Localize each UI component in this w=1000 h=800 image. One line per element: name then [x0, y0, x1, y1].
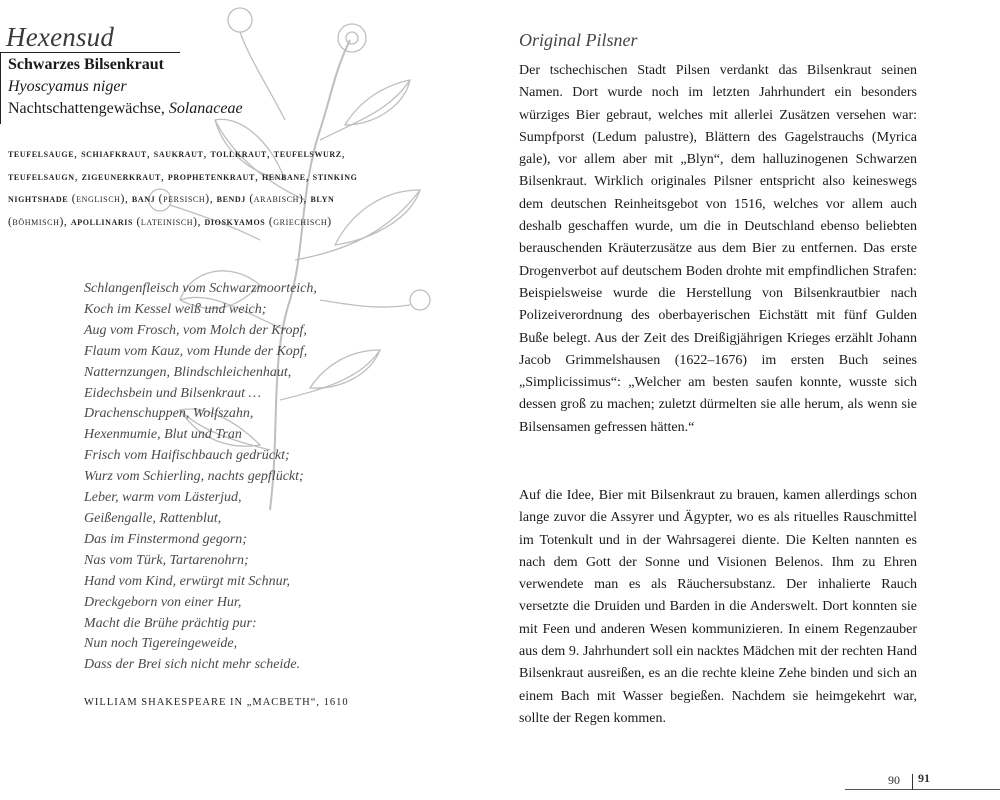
- folk-name: blyn: [310, 193, 335, 205]
- folk-name: saukraut: [153, 148, 204, 160]
- page-number-right: 91: [918, 771, 930, 785]
- poem-line: Eidechsbein und Bilsenkraut …: [84, 385, 261, 401]
- folio-rule: [845, 789, 1000, 790]
- poem-line: Dass der Brei sich nicht mehr scheide.: [84, 657, 301, 673]
- poem-line: Das im Finstermond gegorn;: [84, 531, 247, 547]
- poem-line: Wurz vom Schierling, nachts gepflückt;: [84, 469, 304, 485]
- plant-family-latin: Solanaceae: [168, 100, 243, 117]
- folk-name: henbane: [261, 170, 306, 183]
- poem-line: Nas vom Türk, Tartarenohrn;: [84, 552, 249, 568]
- plant-family: [8, 100, 243, 118]
- folk-name: banj: [131, 193, 156, 205]
- plant-common-name: Schwarzes Bilsenkraut: [8, 56, 164, 73]
- poem-line: Frisch vom Haifischbauch gedrückt;: [84, 448, 290, 464]
- chapter-title: Hexensud: [6, 22, 115, 52]
- folio-divider: [912, 774, 913, 790]
- poem-line: Natternzungen, Blindschleichenhaut,: [84, 364, 292, 380]
- poem-line: Macht die Brühe prächtig pur:: [84, 615, 257, 631]
- folk-names-list: teufelsauge, schiafkraut, saukraut, tollkraut, teufelswurz, teufelsaugn, zigeunerkraut, prophetenkraut, henbane, stinking nightshade (englisch), banj (persisch), bendj (arabisch), blyn (böhmisch), apollinaris (lateinisch), dioskyamos (griechisch): [8, 148, 358, 228]
- folk-name: dioskyamos: [204, 215, 266, 228]
- page-number-left: 90: [888, 773, 900, 787]
- plant-family-german: Nachtschattengewächse,: [8, 100, 169, 117]
- paragraph-1: Der tschechischen Stadt Pilsen verdankt das Bilsenkraut seinen Namen. Dort wurde noch im letzten Jahrhundert ein besonders würziges Bier gebraut, welches mit allerlei Zusätzen versehen war: Sumpfporst (Ledum palustre), Blättern des Gagelstrauchs (Myrica gale), vor allem aber mit „Blyn“, dem halluzinogenen Schwarzen Bilsenkraut. Wirklich originales Pilsner entspricht also keineswegs dem deutschen Reinheitsgebot von 1516, welches vor allem auch deshalb geschaffen wurde, um die in Deutschland ebenso beliebten berauschenden Kräuterzusätze aus dem Bier zu entfernen. Das erste Drogenverbot auf deutschem Boden drohte mit empfindlichen Strafen: Beispielsweise wurde die Herstellung von Bilsenkrautbier nach Polizeiverordnung des oberbayerischen Eichstätt mit fünf Gulden Buße belegt. Aus der Zeit des Dreißigjährigen Krieges erzählt Johann Jacob Grimmelshausen (1622–1676) im ersten Buch seines „Simplicissimus“: „Welcher am besten saufen konnte, wusste sich dessen groß zu machen; zuletzt dürmelten sie alle herum, als wenn sie Bilsensamen gefressen hätten.“: [519, 63, 917, 435]
- poem-line: Hand vom Kind, erwürgt mit Schnur,: [84, 573, 290, 589]
- header-vertical-rule: [0, 52, 1, 124]
- folk-name: schiafkraut: [81, 148, 147, 160]
- poem-line: Drachenschuppen, Wolfszahn,: [84, 406, 254, 422]
- poem-line: Flaum vom Kauz, vom Hunde der Kopf,: [84, 343, 308, 359]
- poem-line: Schlangenfleisch vom Schwarzmoorteich,: [84, 281, 317, 296]
- poem-line: Hexenmumie, Blut und Tran: [84, 427, 242, 443]
- folk-name-language: (persisch): [158, 193, 210, 205]
- folk-name: teufelsauge: [8, 148, 75, 160]
- poem-line: Nun noch Tigereingeweide,: [84, 636, 238, 652]
- folk-name-language: (böhmisch): [8, 215, 64, 228]
- folk-name: teufelsaugn: [8, 170, 75, 183]
- folk-name: teufelswurz: [273, 148, 342, 160]
- folk-name: prophetenkraut: [167, 170, 255, 183]
- folk-name-language: (lateinisch): [136, 215, 198, 228]
- plant-latin-name: Hyoscyamus niger: [8, 78, 127, 95]
- poem-line: Leber, warm vom Lästerjud,: [84, 490, 242, 506]
- folk-name: apollinaris: [70, 215, 134, 228]
- folk-name: tollkraut: [210, 148, 267, 160]
- folk-name-language: (griechisch): [268, 215, 332, 228]
- paragraph-2: Auf die Idee, Bier mit Bilsenkraut zu brauen, kamen allerdings schon lange zuvor die Assyrer und Ägypter, wo es als rituelles Rauschmittel im Totenkult und in der Wahrsagerei diente. Die Kelten nannten es nach dem Gott der Sonne und Visionen Belenos. Ihm zu Ehren verwendete man es als Räuchersubstanz. Der inhalierte Rauch versetzte die Druiden und Barden in die Anderswelt. Dort konnten sie mit Feen und anderen Wesen kommunizieren. In einem Regenzauber aus dem 9. Jahrhundert soll ein nacktes Mädchen mit der rechten Hand Bilsenkraut ausreißen, es an die rechte kleine Zehe binden und sich an einem Bach mit Wasser begießen. Nachdem sie heimgekehrt war, sollte der Regen kommen.: [519, 488, 917, 726]
- section-title: Original Pilsner: [519, 30, 638, 50]
- poem-line: Dreckgeborn von einer Hur,: [84, 594, 242, 610]
- poem-line: Geißengalle, Rattenblut,: [84, 510, 222, 526]
- poem-credit: WILLIAM SHAKESPEARE IN „MACBETH“, 1610: [84, 697, 349, 708]
- folk-name-language: (englisch): [71, 193, 125, 205]
- poem-line: Koch im Kessel weiß und weich;: [84, 301, 267, 317]
- poem: [84, 279, 384, 676]
- folk-name: bendj: [216, 193, 246, 205]
- folk-name: zigeunerkraut: [81, 170, 161, 183]
- folk-name-language: (arabisch): [249, 193, 304, 205]
- poem-line: Aug vom Frosch, vom Molch der Kropf,: [84, 322, 307, 338]
- folk-name: stinking nightshade: [8, 170, 358, 205]
